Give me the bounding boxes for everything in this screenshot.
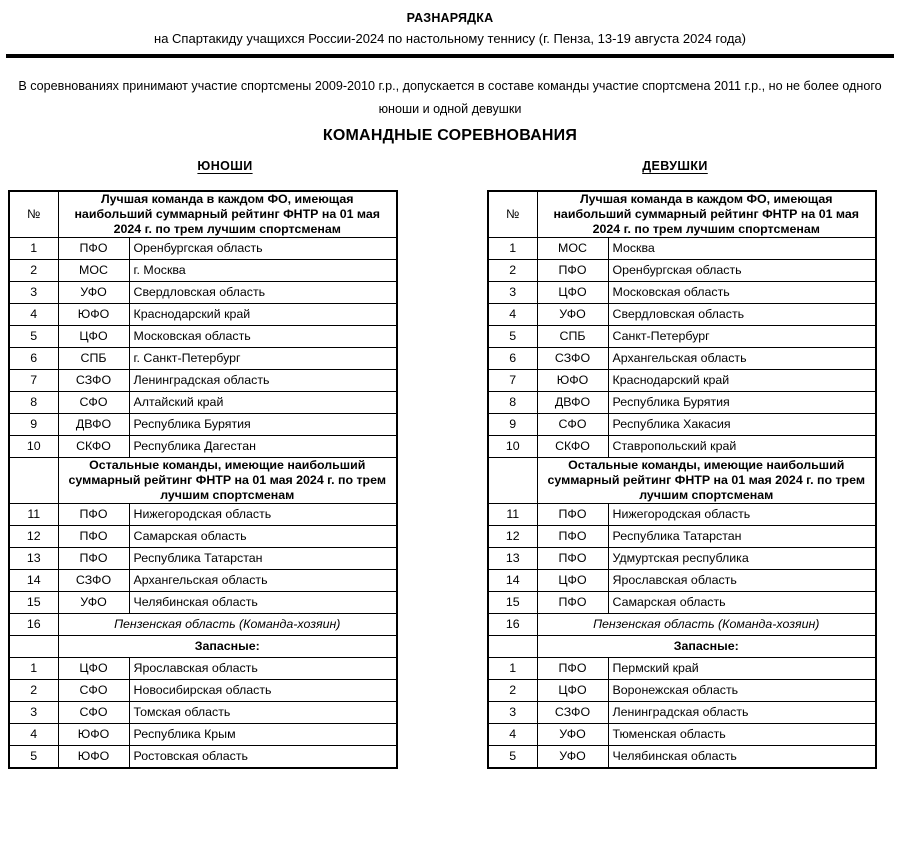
table-row xyxy=(488,702,876,724)
row-region: УФО xyxy=(537,724,608,746)
row-team: г. Москва xyxy=(129,260,397,282)
row-num: 16 xyxy=(9,614,58,636)
row-team: Краснодарский край xyxy=(129,304,397,326)
host-team-label: Пензенская область (Команда-хозяин) xyxy=(537,614,876,636)
row-team: Архангельская область xyxy=(608,348,876,370)
gender-heading-row xyxy=(0,145,900,175)
row-region: ДВФО xyxy=(537,392,608,414)
row-num: 4 xyxy=(9,304,58,326)
row-region: ПФО xyxy=(537,592,608,614)
row-team: Московская область xyxy=(129,326,397,348)
row-team: Ставропольский край xyxy=(608,436,876,458)
row-team: Республика Татарстан xyxy=(129,548,397,570)
table-row xyxy=(488,304,876,326)
girls-table-body xyxy=(488,191,876,768)
row-num: 11 xyxy=(9,504,58,526)
row-team: Республика Бурятия xyxy=(608,392,876,414)
row-team: Челябинская область xyxy=(129,592,397,614)
row-num: 6 xyxy=(9,348,58,370)
row-num: 13 xyxy=(488,548,537,570)
row-num: 1 xyxy=(488,238,537,260)
table-row xyxy=(488,746,876,769)
row-region: СЗФО xyxy=(537,702,608,724)
column-header-num: № xyxy=(488,191,537,238)
row-team: г. Санкт-Петербург xyxy=(129,348,397,370)
table-row xyxy=(9,702,397,724)
row-region: СЗФО xyxy=(58,570,129,592)
table-row xyxy=(488,414,876,436)
row-region: ЦФО xyxy=(537,680,608,702)
row-team: Республика Крым xyxy=(129,724,397,746)
table-row xyxy=(488,658,876,680)
table-row xyxy=(9,526,397,548)
row-region: СЗФО xyxy=(537,348,608,370)
table-row xyxy=(488,326,876,348)
row-region: УФО xyxy=(537,304,608,326)
row-num: 2 xyxy=(9,260,58,282)
row-num: 9 xyxy=(9,414,58,436)
row-region: ЦФО xyxy=(58,326,129,348)
table-row xyxy=(9,570,397,592)
row-num: 7 xyxy=(9,370,58,392)
section-title: КОМАНДНЫЕ СОРЕВНОВАНИЯ xyxy=(322,127,578,144)
row-team: Санкт-Петербург xyxy=(608,326,876,348)
table-row xyxy=(9,326,397,348)
row-region: ПФО xyxy=(537,658,608,680)
reserves-title: Запасные: xyxy=(58,636,397,658)
row-num: 8 xyxy=(9,392,58,414)
row-team: Москва xyxy=(608,238,876,260)
row-num: 5 xyxy=(9,746,58,769)
section-header-rest: Остальные команды, имеющие наибольший суммарный рейтинг ФНТР на 01 мая 2024 г. по трем лучшим спортсменам xyxy=(537,458,876,504)
table-row xyxy=(9,746,397,769)
row-region: ПФО xyxy=(58,238,129,260)
row-region: УФО xyxy=(58,592,129,614)
row-region: СФО xyxy=(58,392,129,414)
row-region: СФО xyxy=(58,680,129,702)
table-row xyxy=(488,724,876,746)
table-row xyxy=(488,348,876,370)
row-num: 9 xyxy=(488,414,537,436)
table-row xyxy=(9,548,397,570)
row-team: Тюменская область xyxy=(608,724,876,746)
girls-heading: ДЕВУШКИ xyxy=(642,159,708,173)
row-team: Удмуртская республика xyxy=(608,548,876,570)
row-team: Ленинградская область xyxy=(129,370,397,392)
row-team: Пермский край xyxy=(608,658,876,680)
section-header-row xyxy=(488,458,876,504)
table-row xyxy=(488,548,876,570)
reserves-header-row xyxy=(9,636,397,658)
row-num: 1 xyxy=(9,658,58,680)
host-team-row xyxy=(488,614,876,636)
row-team: Свердловская область xyxy=(129,282,397,304)
girls-table-wrap xyxy=(487,190,877,769)
row-team: Ростовская область xyxy=(129,746,397,769)
row-team: Самарская область xyxy=(129,526,397,548)
row-num: 12 xyxy=(488,526,537,548)
row-team: Краснодарский край xyxy=(608,370,876,392)
row-team: Республика Бурятия xyxy=(129,414,397,436)
girls-table xyxy=(487,190,877,769)
row-num: 6 xyxy=(488,348,537,370)
boys-heading: ЮНОШИ xyxy=(197,159,253,173)
row-team: Самарская область xyxy=(608,592,876,614)
row-team: Архангельская область xyxy=(129,570,397,592)
blank-cell xyxy=(9,458,58,504)
table-row xyxy=(9,260,397,282)
row-region: ПФО xyxy=(537,260,608,282)
row-num: 2 xyxy=(488,680,537,702)
row-num: 4 xyxy=(488,304,537,326)
host-team-row xyxy=(9,614,397,636)
row-num: 2 xyxy=(488,260,537,282)
row-num: 15 xyxy=(488,592,537,614)
row-team: Республика Дагестан xyxy=(129,436,397,458)
table-row xyxy=(488,504,876,526)
table-row xyxy=(488,392,876,414)
blank-cell xyxy=(9,636,58,658)
table-row xyxy=(9,658,397,680)
girls-heading-col xyxy=(450,157,900,175)
page-title: РАЗНАРЯДКА xyxy=(406,11,494,25)
table-row xyxy=(9,348,397,370)
row-num: 4 xyxy=(488,724,537,746)
row-region: СФО xyxy=(58,702,129,724)
row-num: 7 xyxy=(488,370,537,392)
row-num: 11 xyxy=(488,504,537,526)
row-region: СКФО xyxy=(537,436,608,458)
table-row xyxy=(488,282,876,304)
row-num: 8 xyxy=(488,392,537,414)
row-team: Алтайский край xyxy=(129,392,397,414)
row-team: Ярославская область xyxy=(129,658,397,680)
table-row xyxy=(9,414,397,436)
table-row xyxy=(9,392,397,414)
row-num: 14 xyxy=(488,570,537,592)
row-team: Свердловская область xyxy=(608,304,876,326)
row-region: ЦФО xyxy=(537,570,608,592)
row-num: 1 xyxy=(9,238,58,260)
row-num: 5 xyxy=(488,326,537,348)
row-team: Нижегородская область xyxy=(129,504,397,526)
boys-table xyxy=(8,190,398,769)
row-team: Ленинградская область xyxy=(608,702,876,724)
row-region: СПБ xyxy=(58,348,129,370)
row-team: Нижегородская область xyxy=(608,504,876,526)
table-row xyxy=(9,238,397,260)
boys-table-wrap xyxy=(8,190,398,769)
table-row xyxy=(488,436,876,458)
row-num: 3 xyxy=(9,702,58,724)
section-header-best: Лучшая команда в каждом ФО, имеющая наибольший суммарный рейтинг ФНТР на 01 мая 2024 г. по трем лучшим спортсменам xyxy=(58,191,397,238)
row-region: ПФО xyxy=(58,504,129,526)
table-row xyxy=(9,436,397,458)
row-team: Оренбургская область xyxy=(129,238,397,260)
table-header-row xyxy=(9,191,397,238)
row-team: Томская область xyxy=(129,702,397,724)
table-row xyxy=(488,238,876,260)
row-num: 13 xyxy=(9,548,58,570)
row-region: МОС xyxy=(58,260,129,282)
row-region: ПФО xyxy=(537,504,608,526)
row-num: 3 xyxy=(9,282,58,304)
table-row xyxy=(9,724,397,746)
row-team: Ярославская область xyxy=(608,570,876,592)
table-row xyxy=(9,282,397,304)
row-num: 3 xyxy=(488,282,537,304)
row-num: 10 xyxy=(9,436,58,458)
reserves-header-row xyxy=(488,636,876,658)
table-row xyxy=(488,570,876,592)
row-team: Воронежская область xyxy=(608,680,876,702)
row-team: Челябинская область xyxy=(608,746,876,769)
row-num: 14 xyxy=(9,570,58,592)
host-team-label: Пензенская область (Команда-хозяин) xyxy=(58,614,397,636)
boys-table-body xyxy=(9,191,397,768)
section-header-rest: Остальные команды, имеющие наибольший суммарный рейтинг ФНТР на 01 мая 2024 г. по трем лучшим спортсменам xyxy=(58,458,397,504)
row-num: 3 xyxy=(488,702,537,724)
table-row xyxy=(488,526,876,548)
row-region: ДВФО xyxy=(58,414,129,436)
row-team: Республика Татарстан xyxy=(608,526,876,548)
row-team: Оренбургская область xyxy=(608,260,876,282)
reserves-title: Запасные: xyxy=(537,636,876,658)
row-num: 5 xyxy=(488,746,537,769)
row-region: ЮФО xyxy=(58,746,129,769)
row-region: ЦФО xyxy=(537,282,608,304)
row-region: ЦФО xyxy=(58,658,129,680)
row-team: Московская область xyxy=(608,282,876,304)
table-row xyxy=(9,304,397,326)
table-row xyxy=(488,260,876,282)
row-num: 5 xyxy=(9,326,58,348)
row-num: 1 xyxy=(488,658,537,680)
row-num: 12 xyxy=(9,526,58,548)
row-team: Новосибирская область xyxy=(129,680,397,702)
row-region: ПФО xyxy=(537,548,608,570)
row-num: 10 xyxy=(488,436,537,458)
row-num: 15 xyxy=(9,592,58,614)
table-row xyxy=(9,680,397,702)
section-header-best: Лучшая команда в каждом ФО, имеющая наибольший суммарный рейтинг ФНТР на 01 мая 2024 г. по трем лучшим спортсменам xyxy=(537,191,876,238)
table-row xyxy=(9,370,397,392)
row-region: УФО xyxy=(58,282,129,304)
boys-heading-col xyxy=(0,157,450,175)
row-region: УФО xyxy=(537,746,608,769)
section-header-row xyxy=(9,458,397,504)
row-region: ПФО xyxy=(537,526,608,548)
table-header-row xyxy=(488,191,876,238)
table-row xyxy=(9,504,397,526)
table-row xyxy=(488,592,876,614)
row-team: Республика Хакасия xyxy=(608,414,876,436)
row-region: ПФО xyxy=(58,526,129,548)
row-num: 2 xyxy=(9,680,58,702)
row-region: ЮФО xyxy=(537,370,608,392)
blank-cell xyxy=(488,458,537,504)
row-num: 4 xyxy=(9,724,58,746)
row-region: СПБ xyxy=(537,326,608,348)
row-region: СЗФО xyxy=(58,370,129,392)
row-num: 16 xyxy=(488,614,537,636)
row-region: ЮФО xyxy=(58,724,129,746)
row-region: ПФО xyxy=(58,548,129,570)
row-region: СКФО xyxy=(58,436,129,458)
table-row xyxy=(9,592,397,614)
row-region: СФО xyxy=(537,414,608,436)
column-header-num: № xyxy=(9,191,58,238)
blank-cell xyxy=(488,636,537,658)
table-row xyxy=(488,370,876,392)
intro-paragraph: В соревнованиях принимают участие спортсмены 2009-2010 г.р., допускается в составе команды участие спортсмена 2011 г.р., но не более одного юноши и одной девушки xyxy=(18,79,882,116)
row-region: ЮФО xyxy=(58,304,129,326)
table-row xyxy=(488,680,876,702)
page-subtitle: на Спартакиду учащихся России-2024 по настольному теннису (г. Пенза, 13-19 августа 2024 года) xyxy=(154,31,746,46)
row-region: МОС xyxy=(537,238,608,260)
